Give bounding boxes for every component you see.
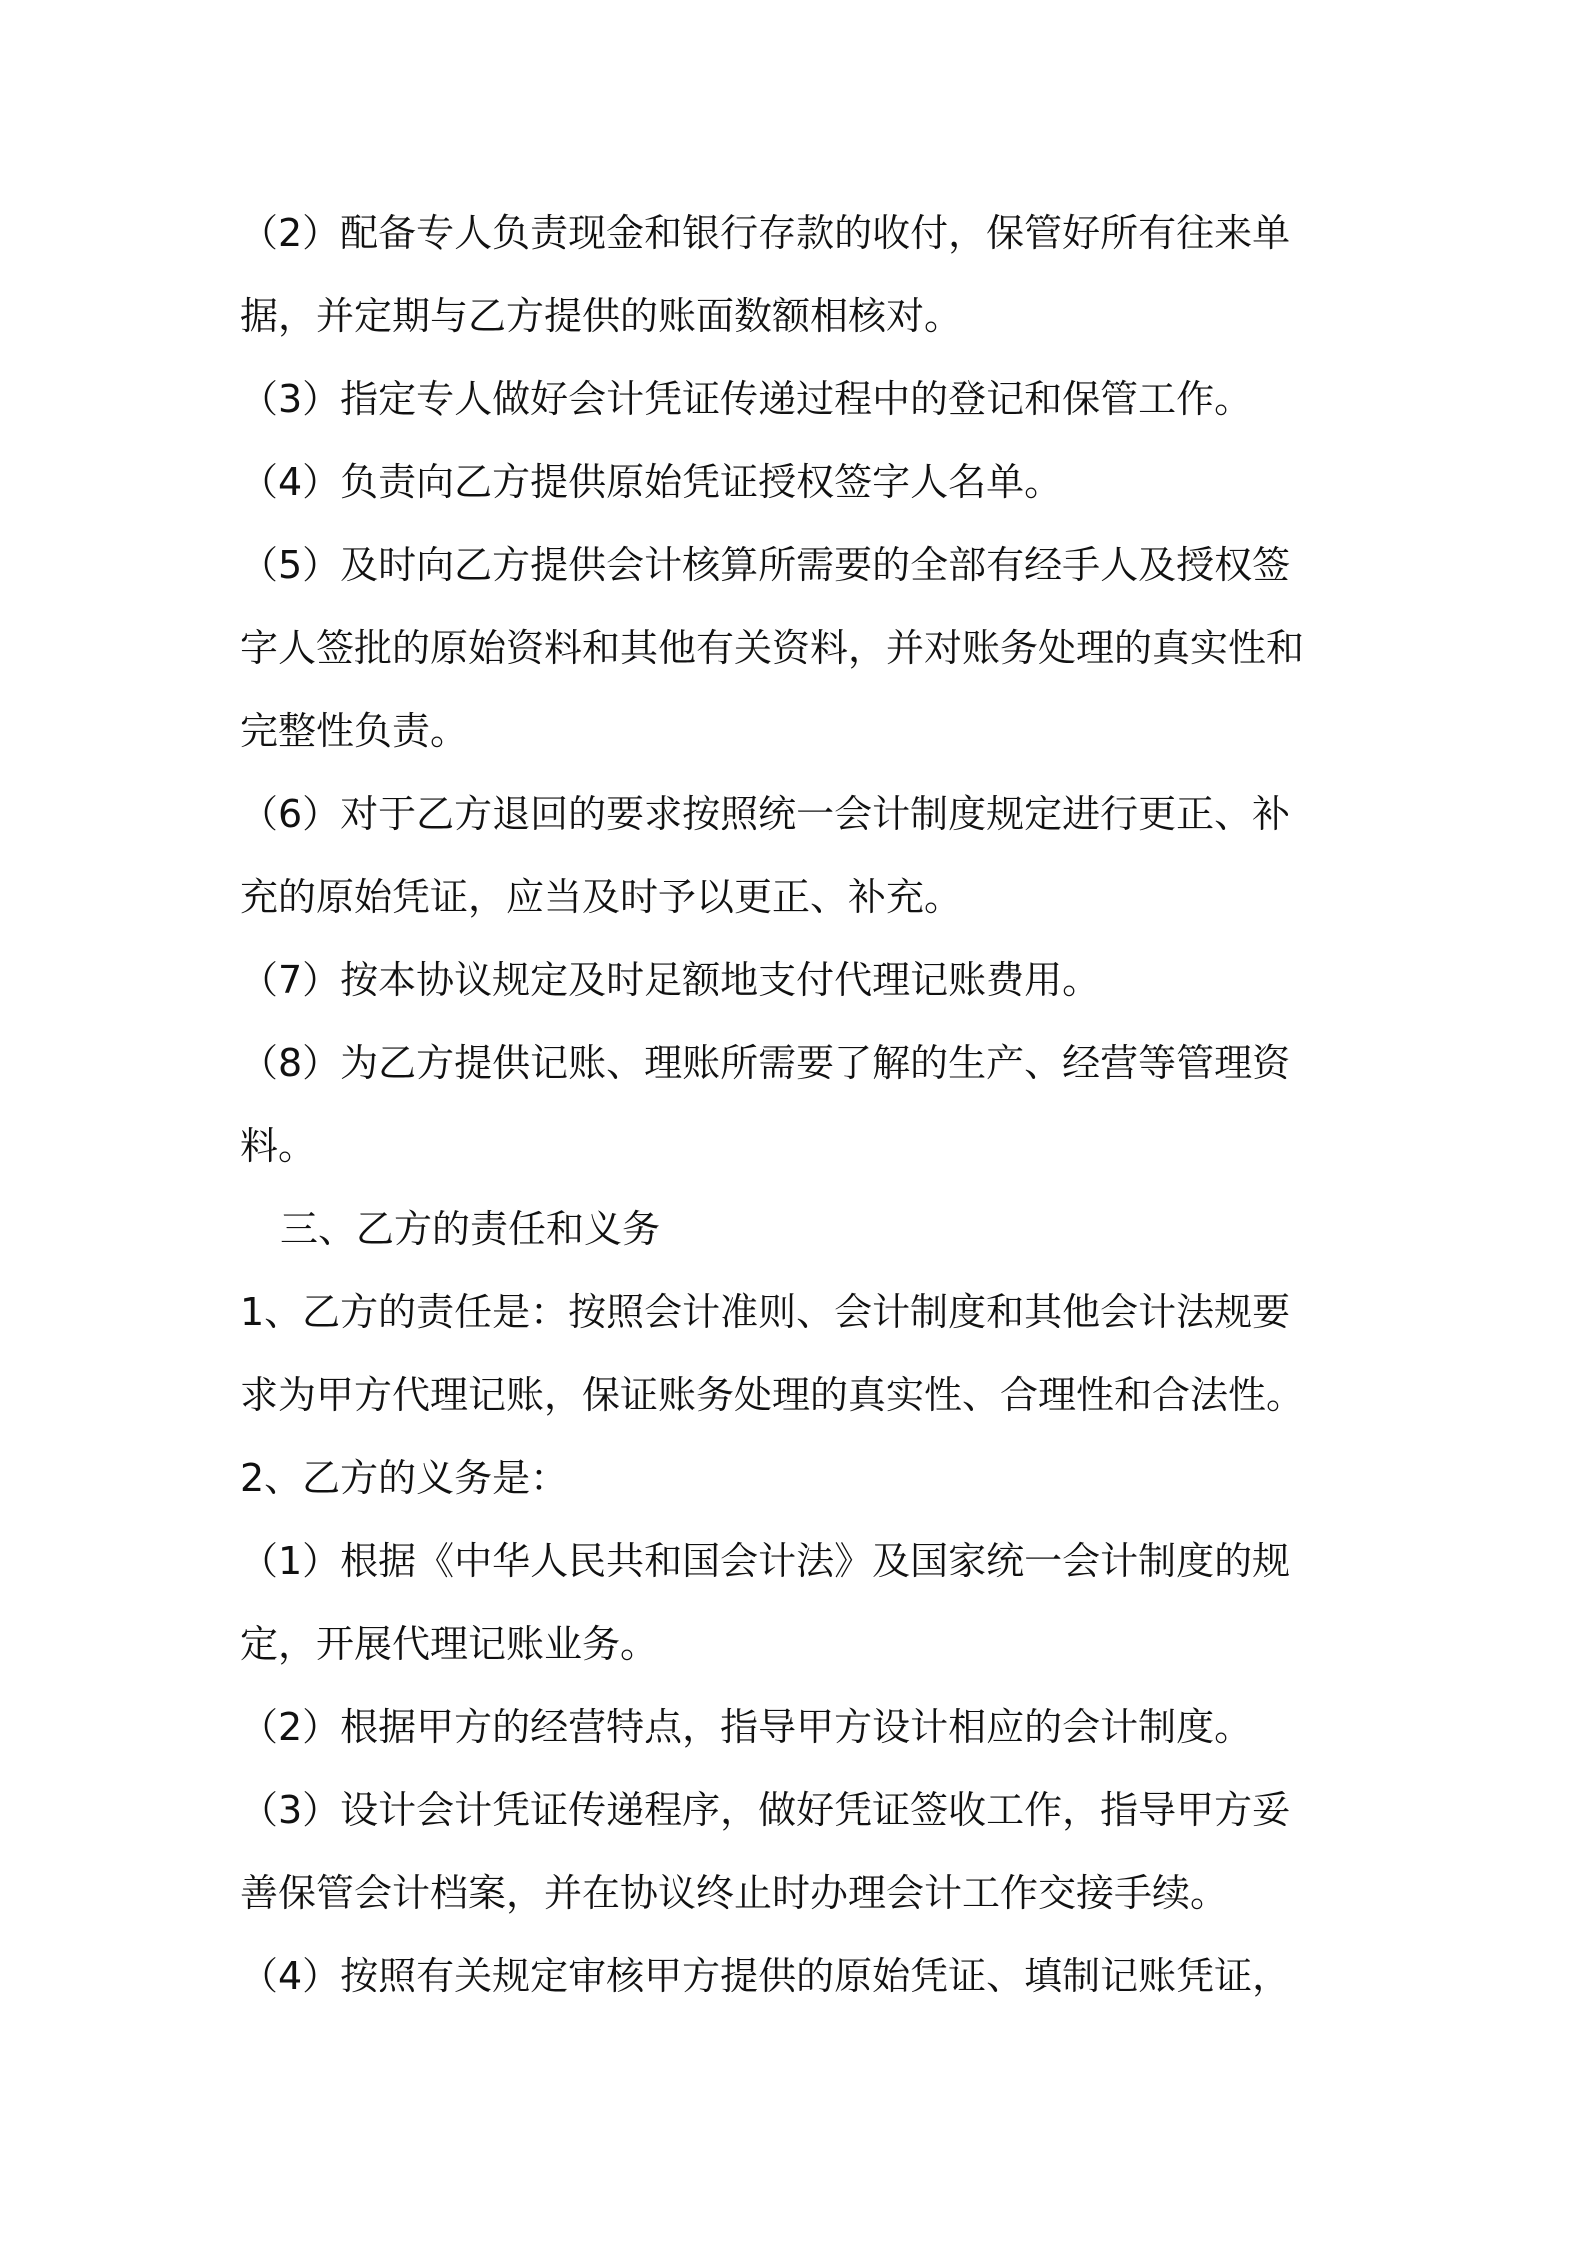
text-line: （7）按本协议规定及时足额地支付代理记账费用。 bbox=[240, 958, 1101, 1002]
text-line: （3）指定专人做好会计凭证传递过程中的登记和保管工作。 bbox=[240, 377, 1253, 421]
text-line: （4）负责向乙方提供原始凭证授权签字人名单。 bbox=[240, 460, 1063, 504]
section-heading: 三、乙方的责任和义务 bbox=[280, 1207, 661, 1251]
text-line: 据，并定期与乙方提供的账面数额相核对。 bbox=[240, 294, 963, 338]
text-line: （1）根据《中华人民共和国会计法》及国家统一会计制度的规 bbox=[240, 1539, 1291, 1583]
text-line: （4）按照有关规定审核甲方提供的原始凭证、填制记账凭证， bbox=[240, 1954, 1291, 1998]
text-line: 2、乙方的义务是： bbox=[240, 1456, 569, 1500]
text-line: 善保管会计档案，并在协议终止时办理会计工作交接手续。 bbox=[240, 1871, 1229, 1915]
text-line: （2）根据甲方的经营特点，指导甲方设计相应的会计制度。 bbox=[240, 1705, 1253, 1749]
text-line: 完整性负责。 bbox=[240, 709, 469, 753]
text-line: （8）为乙方提供记账、理账所需要了解的生产、经营等管理资 bbox=[240, 1041, 1291, 1085]
text-line: 求为甲方代理记账，保证账务处理的真实性、合理性和合法性。 bbox=[240, 1373, 1305, 1417]
text-line: 料。 bbox=[240, 1124, 317, 1168]
text-line: 定，开展代理记账业务。 bbox=[240, 1622, 659, 1666]
text-line: 1、乙方的责任是：按照会计准则、会计制度和其他会计法规要 bbox=[240, 1290, 1291, 1334]
document-body bbox=[240, 192, 1360, 2018]
text-line: （2）配备专人负责现金和银行存款的收付，保管好所有往来单 bbox=[240, 211, 1291, 255]
text-line: 充的原始凭证，应当及时予以更正、补充。 bbox=[240, 875, 963, 919]
text-line: （5）及时向乙方提供会计核算所需要的全部有经手人及授权签 bbox=[240, 543, 1291, 587]
text-line: 字人签批的原始资料和其他有关资料，并对账务处理的真实性和 bbox=[240, 626, 1305, 670]
text-line: （3）设计会计凭证传递程序，做好凭证签收工作，指导甲方妥 bbox=[240, 1788, 1291, 1832]
text-line: （6）对于乙方退回的要求按照统一会计制度规定进行更正、补 bbox=[240, 792, 1291, 836]
